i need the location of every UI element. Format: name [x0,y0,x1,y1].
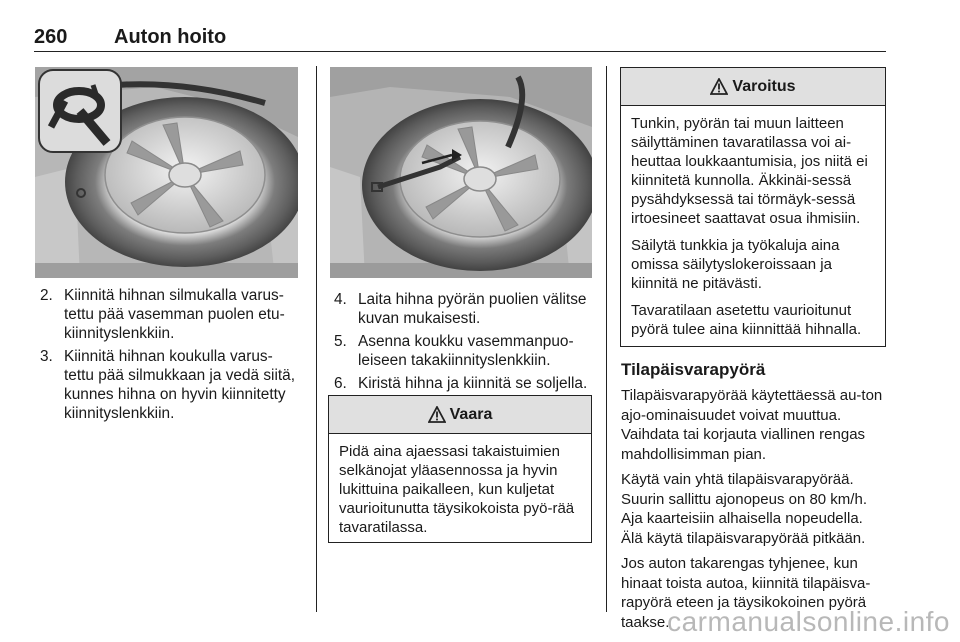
spare-wheel-photo-middle [330,67,592,278]
danger-box-header [329,396,591,434]
warning-triangle-icon [710,78,728,95]
list-item: 2. Kiinnitä hihnan silmukalla varus-tettu pää vasemman puolen etu-kiinnityslenkkiin. [40,287,285,342]
column-divider-left [316,66,317,612]
steps-list-left [40,286,302,427]
steps-list-middle [334,290,596,397]
danger-box [328,395,592,543]
paragraph: Käytä vain yhtä tilapäisvarapyörää. Suurin sallittu ajonopeus on 80 km/h. Aja kaarteisiin alhaisella nopeudella. Älä käytä tilapäisvarapyörää pitkään. [621,471,867,547]
chapter-title: Auton hoito [114,26,227,48]
list-item: 5. Asenna koukku vasemmanpuo-leiseen takakiinnityslenkkiin. [334,333,574,369]
warning-box-title: Varoitus [732,77,796,95]
warning-box-body: Tunkin, pyörän tai muun laitteen säilyttäminen tavaratilassa voi ai-heuttaa loukkaantumisia, jos niitä ei kiinnitetä kunnolla. Äkkinäi-sessä pysähdyksessä tai törmäyk-sessä irtoesineet saattavat osua ihmisiin. Säilytä tunkkia ja työkaluja aina omissa säilytyslokeroissaan ja kiinnitä ne pitävästi. Tavaratilaan asetettu vaurioitunut pyörä tulee aina kiinnittää hihnalla. [631,115,868,338]
warning-triangle-icon [428,406,446,423]
spare-wheel-photo-left [35,67,298,278]
warning-box [620,67,886,347]
danger-box-title: Vaara [449,405,493,423]
watermark: carmanualsonline.info [667,606,950,637]
warning-box-header [621,68,885,106]
paragraph: Jos auton takarengas tyhjenee, kun hinaat toista autoa, kiinnitä tilapäisva-rapyörä eteen ja täysikokoinen pyörä taakse. [621,555,871,631]
section-title: Tilapäisvarapyörä [621,360,766,379]
danger-box-body: Pidä aina ajaessasi takaistuimien selkänojat yläasennossa ja hyvin lukittuina paikalleen, kun kuljetat vaurioitunutta täysikokoista pyö-rää tavaratilassa. [339,443,575,536]
column-divider-right [606,66,607,612]
list-item: 6. Kiristä hihna ja kiinnitä se soljella. [334,375,588,392]
list-item: 3. Kiinnitä hihnan koukulla varus-tettu pää silmukkaan ja vedä siitä, kunnes hihna on hyvin kiinnitetty kiinnityslenkkiin. [40,348,295,422]
paragraph: Tilapäisvarapyörää käytettäessä au-ton ajo-ominaisuudet voivat muuttua. Vaihdata tai korjauta viallinen rengas mahdollisimman pian. [621,387,883,463]
list-item: 4. Laita hihna pyörän puolien välitse kuvan mukaisesti. [334,291,587,327]
page-number: 260 [34,26,68,48]
page-header [34,26,886,52]
section-body [621,386,887,638]
